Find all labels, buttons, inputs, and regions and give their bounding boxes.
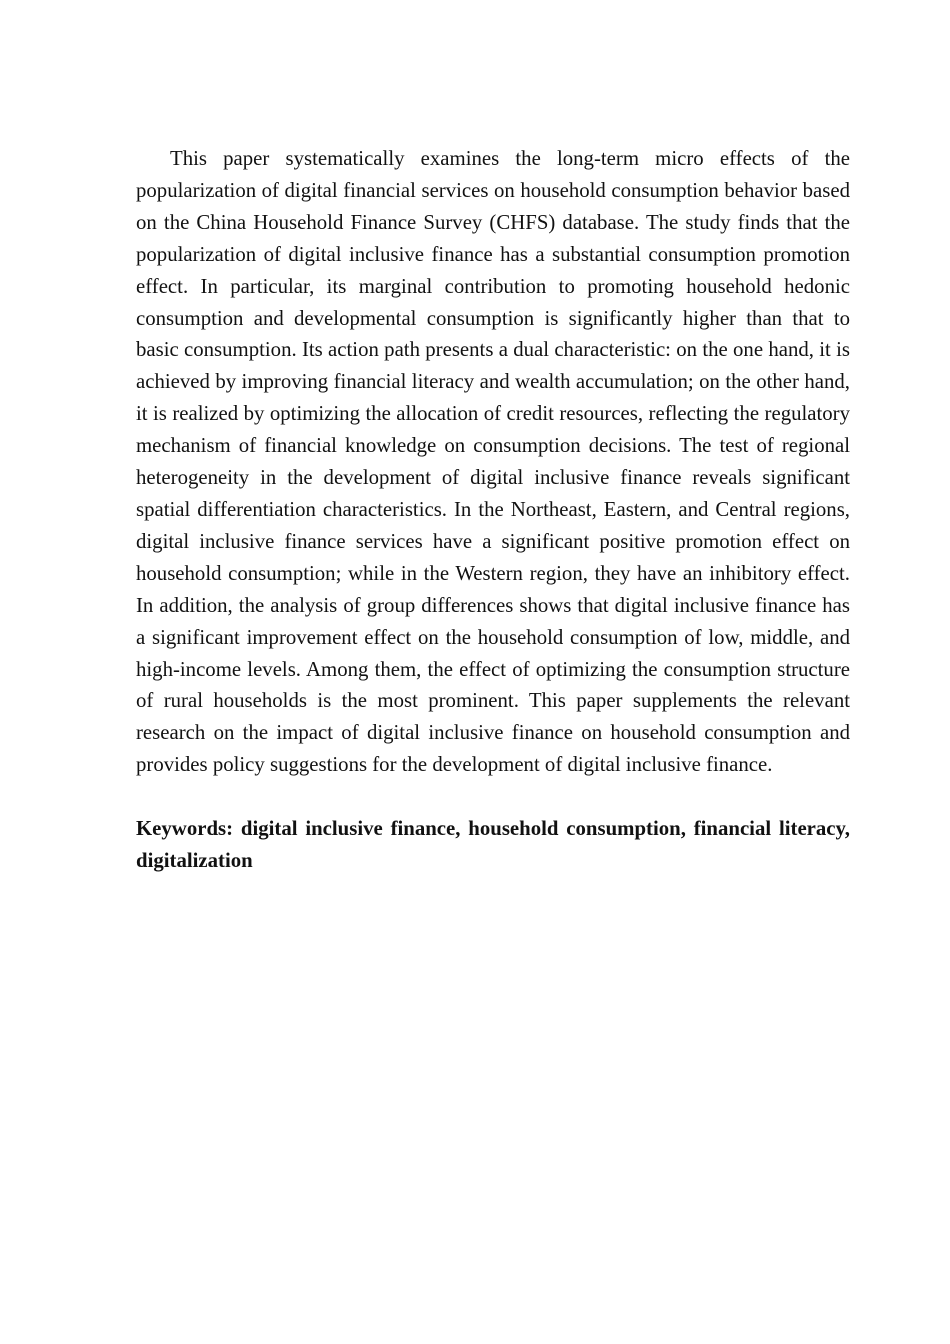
keywords-terms: digital inclusive finance, household consumption, financial literacy, digitalization xyxy=(136,817,850,873)
keywords-label: Keywords: xyxy=(136,817,234,841)
abstract-section xyxy=(136,143,850,877)
abstract-paragraph: This paper systematically examines the long-term micro effects of the popularization of digital financial services on household consumption behavior based on the China Household Finance Survey (CHFS) database. The study finds that the popularization of digital inclusive finance has a substantial consumption promotion effect. In particular, its marginal contribution to promoting household hedonic consumption and developmental consumption is significantly higher than that to basic consumption. Its action path presents a dual characteristic: on the one hand, it is achieved by improving financial literacy and wealth accumulation; on the other hand, it is realized by optimizing the allocation of credit resources, reflecting the regulatory mechanism of financial knowledge on consumption decisions. The test of regional heterogeneity in the development of digital inclusive finance reveals significant spatial differentiation characteristics. In the Northeast, Eastern, and Central regions, digital inclusive finance services have a significant positive promotion effect on household consumption; while in the Western region, they have an inhibitory effect. In addition, the analysis of group differences shows that digital inclusive finance has a significant improvement effect on the household consumption of low, middle, and high-income levels. Among them, the effect of optimizing the consumption structure of rural households is the most prominent. This paper supplements the relevant research on the impact of digital inclusive finance on household consumption and provides policy suggestions for the development of digital inclusive finance. xyxy=(136,147,850,777)
keywords-line xyxy=(136,813,850,877)
